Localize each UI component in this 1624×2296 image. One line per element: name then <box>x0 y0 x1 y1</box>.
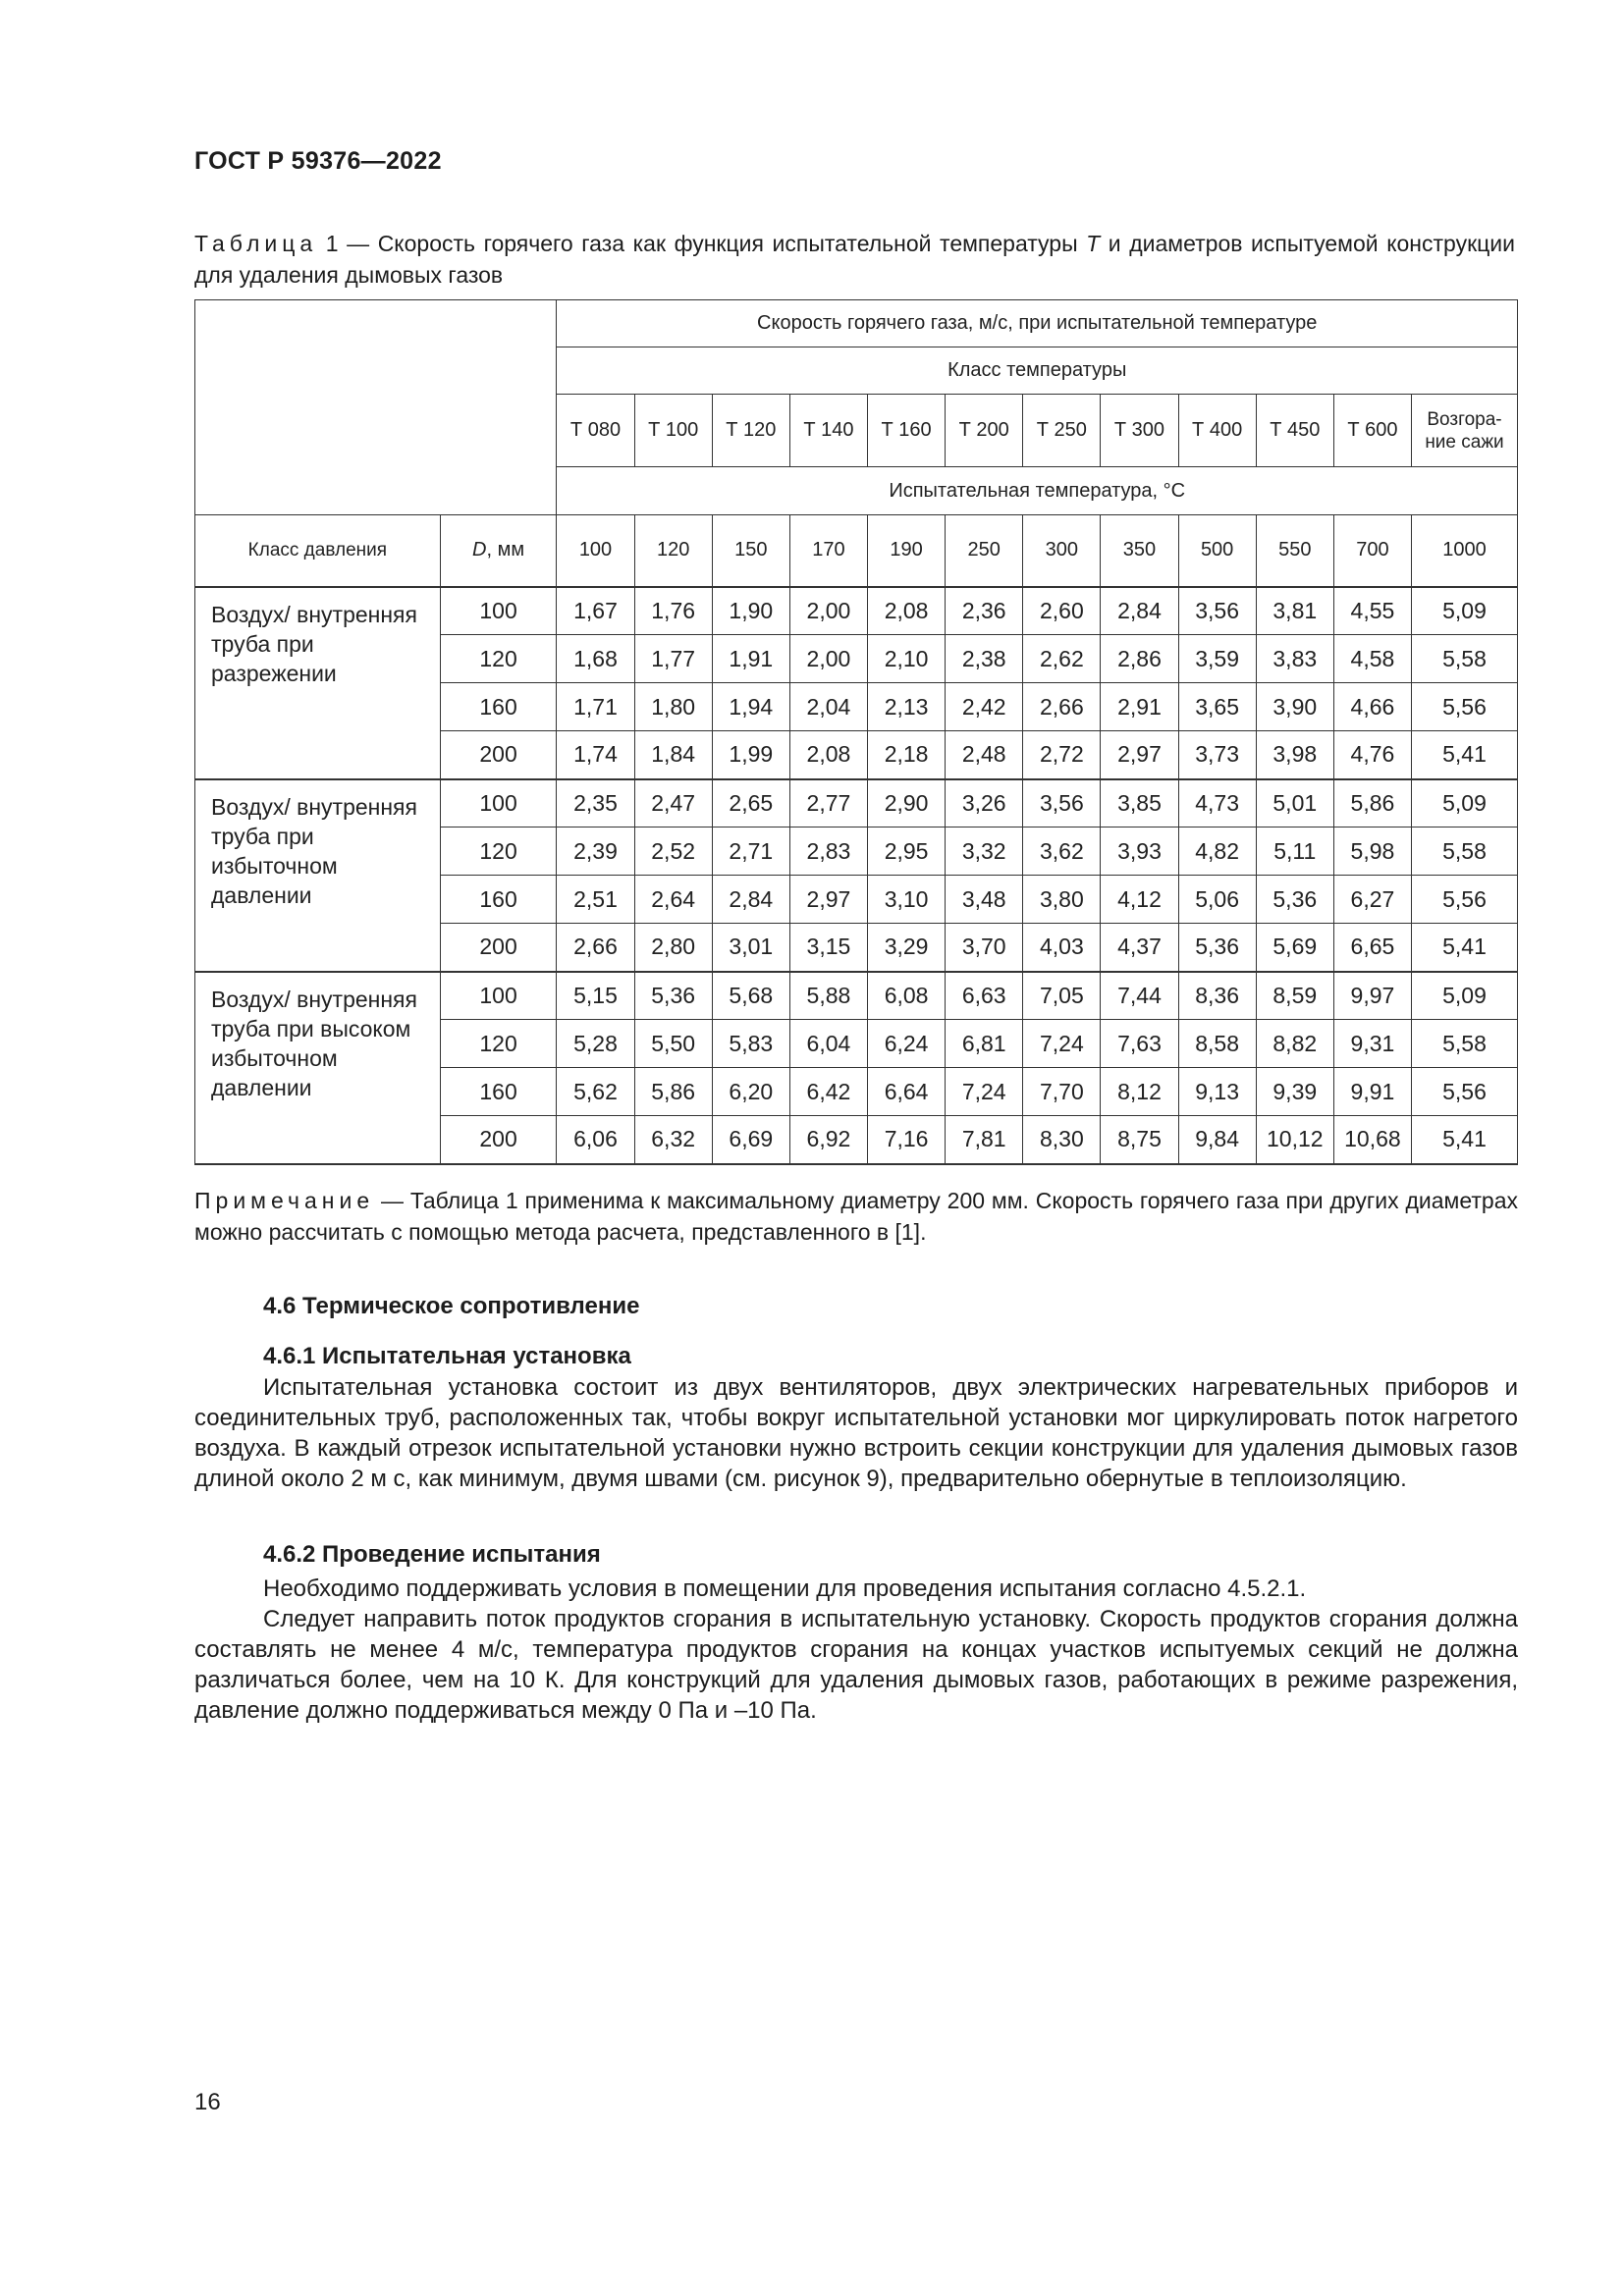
temperature-class-cell: Т 400 <box>1178 395 1256 467</box>
temperature-class-cell: Т 100 <box>634 395 712 467</box>
temperature-class-cell: Т 120 <box>712 395 789 467</box>
velocity-cell: 8,75 <box>1101 1116 1178 1164</box>
velocity-cell: 3,48 <box>946 876 1023 924</box>
velocity-cell: 2,47 <box>634 779 712 828</box>
velocity-cell: 5,09 <box>1411 587 1517 635</box>
velocity-cell: 5,36 <box>634 972 712 1020</box>
pressure-class-label: Воздух/ внутренняя труба при разрежении <box>195 587 441 779</box>
test-temperature-cell: 150 <box>712 515 789 587</box>
test-temperature-cell: 250 <box>946 515 1023 587</box>
velocity-cell: 5,69 <box>1256 924 1333 972</box>
diameter-cell: 160 <box>440 683 557 731</box>
velocity-cell: 8,12 <box>1101 1068 1178 1116</box>
velocity-cell: 5,36 <box>1256 876 1333 924</box>
section-4-6-2-paragraph-2 <box>194 1604 1518 1726</box>
velocity-cell: 1,68 <box>557 635 634 683</box>
velocity-cell: 3,81 <box>1256 587 1333 635</box>
velocity-cell: 6,63 <box>946 972 1023 1020</box>
diameter-cell: 120 <box>440 828 557 876</box>
velocity-cell: 3,73 <box>1178 731 1256 779</box>
velocity-cell: 6,92 <box>789 1116 867 1164</box>
caption-label: Таблица <box>194 231 318 256</box>
velocity-cell: 5,56 <box>1411 1068 1517 1116</box>
velocity-cell: 3,93 <box>1101 828 1178 876</box>
velocity-cell: 2,52 <box>634 828 712 876</box>
velocity-cell: 5,58 <box>1411 1020 1517 1068</box>
velocity-cell: 9,39 <box>1256 1068 1333 1116</box>
velocity-cell: 2,36 <box>946 587 1023 635</box>
velocity-cell: 1,67 <box>557 587 634 635</box>
velocity-cell: 5,09 <box>1411 779 1517 828</box>
velocity-cell: 2,08 <box>868 587 946 635</box>
velocity-cell: 8,30 <box>1023 1116 1101 1164</box>
velocity-cell: 1,80 <box>634 683 712 731</box>
note-text: — Таблица 1 применима к максимальному диаметру 200 мм. Скорость горячего газа при других диаметрах можно рассчитать с помощью метода расчета, представленного в [1]. <box>194 1188 1518 1245</box>
velocity-cell: 5,56 <box>1411 876 1517 924</box>
velocity-cell: 5,28 <box>557 1020 634 1068</box>
velocity-cell: 3,65 <box>1178 683 1256 731</box>
velocity-cell: 3,70 <box>946 924 1023 972</box>
velocity-cell: 5,11 <box>1256 828 1333 876</box>
velocity-cell: 2,80 <box>634 924 712 972</box>
page-number: 16 <box>194 2089 221 2115</box>
velocity-cell: 3,56 <box>1178 587 1256 635</box>
velocity-cell: 2,10 <box>868 635 946 683</box>
test-temperature-cell: 550 <box>1256 515 1333 587</box>
velocity-cell: 4,82 <box>1178 828 1256 876</box>
velocity-cell: 5,41 <box>1411 1116 1517 1164</box>
temperature-class-header: Класс температуры <box>557 347 1518 395</box>
diameter-cell: 160 <box>440 1068 557 1116</box>
velocity-cell: 5,09 <box>1411 972 1517 1020</box>
diameter-cell: 200 <box>440 924 557 972</box>
velocity-cell: 9,13 <box>1178 1068 1256 1116</box>
test-temperature-cell: 100 <box>557 515 634 587</box>
velocity-cell: 5,98 <box>1333 828 1411 876</box>
velocity-table <box>194 299 1518 1165</box>
temperature-class-cell: Т 160 <box>868 395 946 467</box>
section-4-6-2-text-2: Следует направить поток продуктов сгорания в испытательную установку. Скорость продуктов сгорания должна составлять не менее 4 м/с, температура продуктов сгорания на концах участков испытуемых секций не должна различаться более, чем на 10 К. Для конструкций для удаления дымовых газов, работающих в режиме разрежения, давление должно поддерживаться между 0 Па и –10 Па. <box>194 1606 1518 1724</box>
caption-text-after: и диаметров испытуемой конструкции для удаления дымовых газов <box>194 231 1516 288</box>
temperature-class-cell: Возгора-ние сажи <box>1411 395 1517 467</box>
velocity-cell: 7,16 <box>868 1116 946 1164</box>
velocity-cell: 3,10 <box>868 876 946 924</box>
pressure-class-header: Класс давления <box>195 515 441 587</box>
velocity-cell: 2,66 <box>557 924 634 972</box>
table-row <box>195 587 1518 635</box>
caption-symbol: T <box>1086 231 1101 256</box>
velocity-cell: 6,64 <box>868 1068 946 1116</box>
velocity-cell: 2,60 <box>1023 587 1101 635</box>
velocity-cell: 6,81 <box>946 1020 1023 1068</box>
velocity-cell: 5,15 <box>557 972 634 1020</box>
velocity-cell: 10,68 <box>1333 1116 1411 1164</box>
test-temperature-cell: 190 <box>868 515 946 587</box>
velocity-cell: 5,50 <box>634 1020 712 1068</box>
document-header: ГОСТ Р 59376—2022 <box>194 147 442 175</box>
velocity-cell: 2,83 <box>789 828 867 876</box>
velocity-cell: 2,62 <box>1023 635 1101 683</box>
velocity-cell: 4,37 <box>1101 924 1178 972</box>
pressure-class-label: Воздух/ внутренняя труба при высоком избыточном давлении <box>195 972 441 1164</box>
velocity-cell: 2,97 <box>789 876 867 924</box>
velocity-cell: 3,62 <box>1023 828 1101 876</box>
diameter-cell: 100 <box>440 587 557 635</box>
velocity-cell: 8,59 <box>1256 972 1333 1020</box>
velocity-cell: 3,15 <box>789 924 867 972</box>
velocity-cell: 5,62 <box>557 1068 634 1116</box>
diameter-cell: 120 <box>440 1020 557 1068</box>
velocity-cell: 2,39 <box>557 828 634 876</box>
velocity-cell: 2,86 <box>1101 635 1178 683</box>
velocity-cell: 9,91 <box>1333 1068 1411 1116</box>
temperature-class-cell: Т 140 <box>789 395 867 467</box>
velocity-cell: 6,24 <box>868 1020 946 1068</box>
velocity-cell: 2,00 <box>789 587 867 635</box>
section-4-6-1-paragraph <box>194 1372 1518 1494</box>
velocity-cell: 2,71 <box>712 828 789 876</box>
velocity-cell: 5,86 <box>634 1068 712 1116</box>
velocity-cell: 9,97 <box>1333 972 1411 1020</box>
velocity-cell: 2,66 <box>1023 683 1101 731</box>
velocity-cell: 7,24 <box>1023 1020 1101 1068</box>
velocity-cell: 7,24 <box>946 1068 1023 1116</box>
velocity-cell: 2,72 <box>1023 731 1101 779</box>
velocity-cell: 2,18 <box>868 731 946 779</box>
velocity-cell: 7,05 <box>1023 972 1101 1020</box>
table-row <box>195 972 1518 1020</box>
section-4-6-2-title: 4.6.2 Проведение испытания <box>263 1541 601 1568</box>
velocity-cell: 2,77 <box>789 779 867 828</box>
velocity-cell: 2,00 <box>789 635 867 683</box>
test-temperature-cell: 500 <box>1178 515 1256 587</box>
table-corner-cell <box>195 300 557 515</box>
temperature-class-cell: Т 200 <box>946 395 1023 467</box>
velocity-cell: 2,90 <box>868 779 946 828</box>
velocity-cell: 3,01 <box>712 924 789 972</box>
velocity-cell: 8,58 <box>1178 1020 1256 1068</box>
velocity-cell: 7,44 <box>1101 972 1178 1020</box>
velocity-cell: 5,41 <box>1411 731 1517 779</box>
velocity-cell: 4,55 <box>1333 587 1411 635</box>
velocity-cell: 4,66 <box>1333 683 1411 731</box>
velocity-cell: 3,85 <box>1101 779 1178 828</box>
diameter-unit: , мм <box>486 539 525 561</box>
velocity-cell: 3,83 <box>1256 635 1333 683</box>
test-temperature-cell: 170 <box>789 515 867 587</box>
table-top-header: Скорость горячего газа, м/с, при испытательной температуре <box>557 300 1518 347</box>
test-temperature-header: Испытательная температура, °С <box>557 467 1518 515</box>
velocity-cell: 2,48 <box>946 731 1023 779</box>
table-row <box>195 779 1518 828</box>
temperature-class-cell: Т 080 <box>557 395 634 467</box>
velocity-cell: 9,31 <box>1333 1020 1411 1068</box>
velocity-cell: 1,91 <box>712 635 789 683</box>
velocity-cell: 3,80 <box>1023 876 1101 924</box>
velocity-cell: 5,41 <box>1411 924 1517 972</box>
diameter-header <box>440 515 557 587</box>
velocity-cell: 4,76 <box>1333 731 1411 779</box>
velocity-cell: 4,12 <box>1101 876 1178 924</box>
velocity-cell: 4,03 <box>1023 924 1101 972</box>
velocity-cell: 1,71 <box>557 683 634 731</box>
velocity-cell: 2,95 <box>868 828 946 876</box>
diameter-cell: 100 <box>440 779 557 828</box>
velocity-cell: 8,36 <box>1178 972 1256 1020</box>
caption-text-before: — Скорость горячего газа как функция испытательной температуры <box>338 231 1087 256</box>
pressure-class-label: Воздух/ внутренняя труба при избыточном давлении <box>195 779 441 972</box>
diameter-symbol: D <box>472 539 487 561</box>
velocity-cell: 3,56 <box>1023 779 1101 828</box>
velocity-cell: 2,42 <box>946 683 1023 731</box>
section-4-6-2-text-1: Необходимо поддерживать условия в помещении для проведения испытания согласно 4.5.2.1. <box>263 1575 1307 1602</box>
velocity-cell: 3,32 <box>946 828 1023 876</box>
velocity-cell: 1,74 <box>557 731 634 779</box>
table-note <box>194 1185 1518 1248</box>
test-temperature-cell: 350 <box>1101 515 1178 587</box>
velocity-cell: 5,01 <box>1256 779 1333 828</box>
velocity-cell: 6,20 <box>712 1068 789 1116</box>
velocity-cell: 7,70 <box>1023 1068 1101 1116</box>
velocity-cell: 2,38 <box>946 635 1023 683</box>
test-temperature-cell: 300 <box>1023 515 1101 587</box>
velocity-cell: 8,82 <box>1256 1020 1333 1068</box>
velocity-cell: 1,94 <box>712 683 789 731</box>
velocity-cell: 4,73 <box>1178 779 1256 828</box>
section-4-6-title: 4.6 Термическое сопротивление <box>263 1293 640 1319</box>
table-caption <box>194 228 1515 291</box>
section-4-6-1-text: Испытательная установка состоит из двух вентиляторов, двух электрических нагревательных приборов и соединительных труб, расположенных так, чтобы вокруг испытательной установки мог циркулировать поток нагретого воздуха. В каждый отрезок испытательной установки нужно встроить секции конструкции для удаления дымовых газов длиной около 2 м с, как минимум, двумя швами (см. рисунок 9), предварительно обернутые в теплоизоляцию. <box>194 1374 1518 1492</box>
test-temperature-cell: 1000 <box>1411 515 1517 587</box>
velocity-cell: 4,58 <box>1333 635 1411 683</box>
velocity-cell: 1,77 <box>634 635 712 683</box>
velocity-cell: 2,84 <box>1101 587 1178 635</box>
diameter-cell: 120 <box>440 635 557 683</box>
velocity-cell: 5,58 <box>1411 828 1517 876</box>
section-4-6-1-title: 4.6.1 Испытательная установка <box>263 1343 631 1369</box>
velocity-cell: 6,69 <box>712 1116 789 1164</box>
temperature-class-cell: Т 450 <box>1256 395 1333 467</box>
temperature-class-cell: Т 300 <box>1101 395 1178 467</box>
velocity-cell: 5,58 <box>1411 635 1517 683</box>
temperature-class-cell: Т 250 <box>1023 395 1101 467</box>
velocity-cell: 2,65 <box>712 779 789 828</box>
velocity-cell: 5,86 <box>1333 779 1411 828</box>
velocity-cell: 6,04 <box>789 1020 867 1068</box>
velocity-cell: 1,84 <box>634 731 712 779</box>
diameter-cell: 160 <box>440 876 557 924</box>
velocity-cell: 5,36 <box>1178 924 1256 972</box>
velocity-cell: 1,99 <box>712 731 789 779</box>
diameter-cell: 100 <box>440 972 557 1020</box>
velocity-cell: 5,06 <box>1178 876 1256 924</box>
velocity-cell: 2,51 <box>557 876 634 924</box>
velocity-cell: 6,06 <box>557 1116 634 1164</box>
velocity-cell: 5,83 <box>712 1020 789 1068</box>
velocity-cell: 6,32 <box>634 1116 712 1164</box>
velocity-cell: 2,13 <box>868 683 946 731</box>
velocity-cell: 10,12 <box>1256 1116 1333 1164</box>
velocity-cell: 3,59 <box>1178 635 1256 683</box>
velocity-cell: 5,68 <box>712 972 789 1020</box>
diameter-cell: 200 <box>440 1116 557 1164</box>
velocity-cell: 3,90 <box>1256 683 1333 731</box>
velocity-cell: 3,98 <box>1256 731 1333 779</box>
velocity-cell: 5,88 <box>789 972 867 1020</box>
velocity-cell: 1,76 <box>634 587 712 635</box>
section-4-6-2-paragraph-1 <box>194 1574 1518 1604</box>
velocity-cell: 6,27 <box>1333 876 1411 924</box>
note-label: Примечание <box>194 1188 375 1213</box>
velocity-cell: 3,26 <box>946 779 1023 828</box>
velocity-cell: 2,08 <box>789 731 867 779</box>
velocity-cell: 2,35 <box>557 779 634 828</box>
velocity-cell: 3,29 <box>868 924 946 972</box>
velocity-cell: 9,84 <box>1178 1116 1256 1164</box>
velocity-cell: 2,04 <box>789 683 867 731</box>
velocity-cell: 6,65 <box>1333 924 1411 972</box>
test-temperature-cell: 120 <box>634 515 712 587</box>
diameter-cell: 200 <box>440 731 557 779</box>
velocity-cell: 2,97 <box>1101 731 1178 779</box>
test-temperature-cell: 700 <box>1333 515 1411 587</box>
temperature-class-cell: Т 600 <box>1333 395 1411 467</box>
velocity-cell: 5,56 <box>1411 683 1517 731</box>
velocity-cell: 2,91 <box>1101 683 1178 731</box>
velocity-cell: 1,90 <box>712 587 789 635</box>
velocity-cell: 6,42 <box>789 1068 867 1116</box>
velocity-cell: 7,63 <box>1101 1020 1178 1068</box>
velocity-cell: 7,81 <box>946 1116 1023 1164</box>
caption-number: 1 <box>325 231 339 256</box>
velocity-cell: 6,08 <box>868 972 946 1020</box>
velocity-cell: 2,64 <box>634 876 712 924</box>
velocity-cell: 2,84 <box>712 876 789 924</box>
